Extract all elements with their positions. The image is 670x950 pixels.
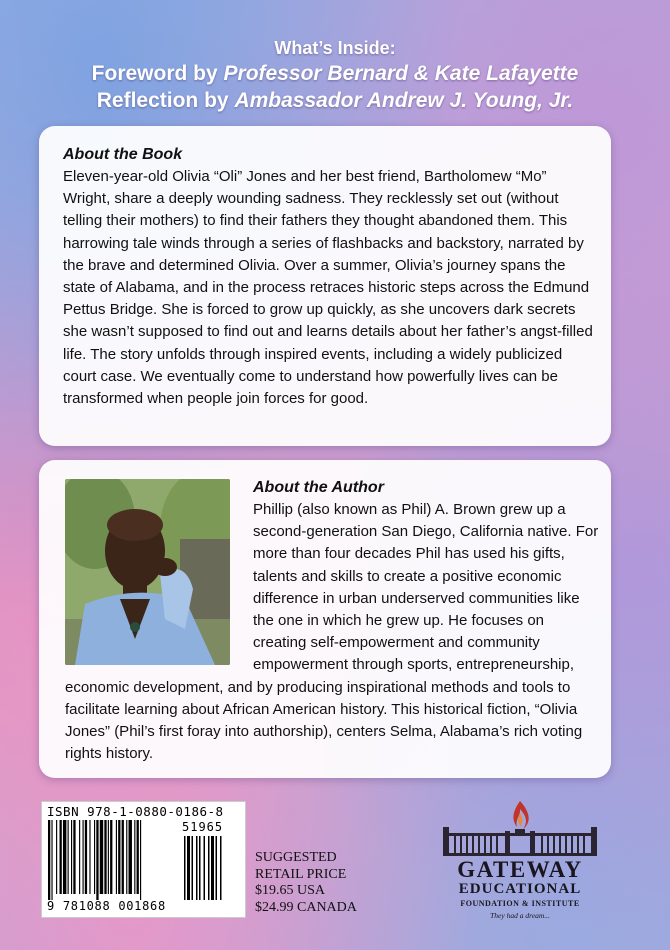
isbn-number: ISBN 978-1-0880-0186-8 [47, 804, 224, 819]
reflection-credit [0, 87, 670, 114]
about-book-card [39, 126, 611, 446]
publisher-tagline: They had a dream... [490, 911, 550, 920]
barcode-addon-digits: 51965 [182, 820, 224, 834]
publisher-line2: EDUCATIONAL [458, 881, 582, 897]
suggested-retail-price [255, 850, 357, 916]
reflection-name: Ambassador Andrew J. Young, Jr. [234, 89, 574, 112]
reflection-prefix: Reflection by [96, 89, 235, 112]
price-canada: $24.99 CANADA [255, 899, 357, 915]
whats-inside-heading: What’s Inside: [274, 38, 396, 58]
gate-flame-icon [425, 795, 615, 857]
foreword-credit [0, 60, 670, 87]
publisher-line3: FOUNDATION & INSTITUTE [460, 899, 580, 908]
price-label-line2: RETAIL PRICE [255, 866, 347, 882]
barcode-digits: 9 781088 001868 [47, 899, 166, 913]
foreword-names: Professor Bernard & Kate Lafayette [223, 62, 579, 85]
back-cover-header [0, 36, 670, 114]
about-book-text: Eleven-year-old Olivia “Oli” Jones and her best friend, Bartholomew “Mo” Wright, share a deeply wounding sadness. They recklessly set out (without telling their mothers) to find their fathers they thought abandoned them. This harrowing tale winds through a series of flashbacks and backstory, narrated by the brave and determined Olivia. Over a summer, Olivia’s journey spans the state of Alabama, and in the process retraces historic steps across the Edmund Pettus Bridge. She is forced to grow up quickly, as she uncovers dark secrets she wasn’t supposed to find out and learns details about her father’s angst-filled life. The story unfolds through inspired events, including a widely publicized court case. We eventually come to understand how powerfully lives can be transformed when people join forces for good. [63, 168, 593, 408]
price-label-line1: SUGGESTED [255, 850, 337, 865]
about-author-title: About the Author [253, 479, 384, 496]
about-author-card [39, 460, 611, 778]
foreword-prefix: Foreword by [91, 62, 224, 85]
about-author-text: Phillip (also known as Phil) A. Brown grew up a second-generation San Diego, California native. For more than four decades Phil has used his gifts, talents and skills to create a positive economic difference in urban underserved communities like the one in which he grew up. He focuses on creating self-empowerment and community empowerment through sports, entrepreneurship, economic development, and by producing inspirational methods and tools to facilitate learning about African American history. This historical fiction, “Olivia Jones” (Phil’s first foray into authorship), centers Selma, Alabama’s rich voting rights history. [65, 501, 599, 763]
gateway-logo [425, 795, 615, 925]
price-usa: $19.65 USA [255, 883, 326, 898]
about-book-title: About the Book [63, 146, 183, 163]
publisher-name: GATEWAY [457, 857, 583, 882]
isbn-barcode [41, 801, 246, 918]
